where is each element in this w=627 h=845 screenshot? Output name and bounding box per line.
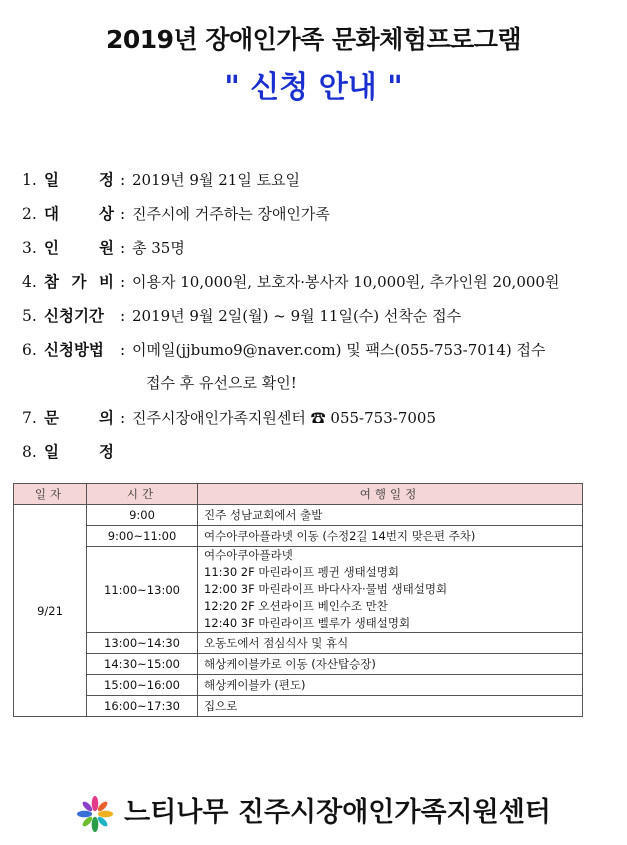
schedule-table — [13, 483, 583, 717]
info-label-char: 의 — [99, 409, 114, 427]
info-colon: : — [120, 205, 126, 223]
activity-line: 12:00 3F 마린라이프 바다사자·물범 생태설명회 — [204, 582, 448, 596]
schedule-time: 11:00~13:00 — [87, 547, 198, 633]
schedule-row — [14, 675, 583, 696]
schedule-time: 9:00 — [87, 505, 198, 526]
info-label-char: 일 — [44, 443, 59, 461]
schedule-time: 15:00~16:00 — [87, 675, 198, 696]
schedule-activity — [198, 547, 583, 633]
schedule-header-row — [14, 484, 583, 505]
info-number: 8. — [22, 443, 37, 461]
info-item — [22, 338, 622, 372]
schedule-activity — [198, 675, 583, 696]
info-label-char: 참 — [44, 273, 59, 291]
info-item — [22, 406, 622, 440]
schedule-date: 9/21 — [14, 505, 87, 717]
info-value: 2019년 9월 2일(월) ~ 9월 11일(수) 선착순 접수 — [132, 307, 462, 325]
activity-line: 해상케이블카 (편도) — [204, 678, 306, 692]
header-date: 일자 — [14, 484, 87, 505]
info-value: 이메일(jjbumo9@naver.com) 및 팩스(055-753-7014) 접수 — [132, 341, 546, 359]
info-colon: : — [120, 239, 126, 257]
schedule-row — [14, 505, 583, 526]
info-label — [44, 202, 114, 224]
leaf-logo-icon — [76, 795, 114, 833]
schedule-time: 16:00~17:30 — [87, 696, 198, 717]
page-subtitle: " 신청 안내 " — [224, 70, 403, 105]
info-label-char: 신청기간 — [44, 307, 104, 325]
info-item — [22, 440, 622, 474]
info-number: 4. — [22, 273, 37, 291]
activity-line: 여수아쿠아플라넷 이동 (수정2길 14번지 맞은편 주차) — [204, 529, 476, 543]
info-value: 이용자 10,000원, 보호자·봉사자 10,000원, 추가인원 20,000원 — [132, 273, 560, 291]
activity-line: 집으로 — [204, 699, 238, 713]
info-number: 1. — [22, 171, 37, 189]
info-item — [22, 304, 622, 338]
info-label — [44, 168, 114, 190]
info-list — [22, 168, 622, 474]
info-colon: : — [120, 307, 126, 325]
info-label-char: 인 — [44, 239, 59, 257]
footer-text: 느티나무 진주시장애인가족지원센터 — [124, 797, 551, 828]
info-label — [44, 304, 120, 326]
info-colon: : — [120, 273, 126, 291]
activity-line: 진주 성남교회에서 출발 — [204, 508, 323, 522]
info-label-char: 일 — [44, 171, 59, 189]
info-colon: : — [120, 341, 126, 359]
info-colon: : — [120, 171, 126, 189]
page-title: 2019년 장애인가족 문화체험프로그램 — [105, 25, 522, 54]
info-label-char: 상 — [99, 205, 114, 223]
info-value: 2019년 9월 21일 토요일 — [132, 171, 301, 189]
info-value: 총 35명 — [132, 239, 185, 257]
info-label-char: 비 — [99, 273, 114, 291]
info-colon: : — [120, 409, 126, 427]
activity-line: 12:40 3F 마린라이프 벨루가 생태설명회 — [204, 616, 411, 630]
schedule-activity — [198, 696, 583, 717]
schedule-row — [14, 526, 583, 547]
info-label-char: 대 — [44, 205, 59, 223]
schedule-time: 14:30~15:00 — [87, 654, 198, 675]
info-item — [22, 168, 622, 202]
info-number: 6. — [22, 341, 37, 359]
info-label — [44, 440, 114, 462]
info-continuation: 접수 후 유선으로 확인! — [146, 374, 297, 392]
info-label — [44, 338, 120, 360]
activity-line: 해상케이블카로 이동 (자산탑승장) — [204, 657, 376, 671]
activity-line: 여수아쿠아플라넷 — [204, 548, 293, 562]
info-number: 2. — [22, 205, 37, 223]
info-number: 7. — [22, 409, 37, 427]
info-label-char: 신청방법 — [44, 341, 104, 359]
info-number: 3. — [22, 239, 37, 257]
info-label-char: 문 — [44, 409, 59, 427]
schedule-time: 9:00~11:00 — [87, 526, 198, 547]
header-itinerary: 여행일정 — [198, 484, 583, 505]
info-label-char: 가 — [71, 273, 87, 291]
info-item — [22, 236, 622, 270]
info-label — [44, 406, 114, 428]
schedule-row — [14, 696, 583, 717]
info-value: 진주시에 거주하는 장애인가족 — [132, 205, 330, 223]
info-label — [44, 236, 114, 258]
info-value: 진주시장애인가족지원센터 ☎ 055-753-7005 — [132, 409, 436, 427]
info-label-char: 원 — [99, 239, 114, 257]
schedule-row — [14, 633, 583, 654]
info-item — [22, 270, 622, 304]
footer-org — [0, 790, 627, 833]
info-label-char: 정 — [99, 171, 114, 189]
activity-line: 오동도에서 점심식사 및 휴식 — [204, 636, 349, 650]
activity-line: 12:20 2F 오션라이프 베인수조 만찬 — [204, 599, 388, 613]
schedule-activity — [198, 505, 583, 526]
info-number: 5. — [22, 307, 37, 325]
schedule-activity — [198, 526, 583, 547]
info-label-char: 정 — [99, 443, 114, 461]
schedule-activity — [198, 633, 583, 654]
activity-line: 11:30 2F 마린라이프 펭귄 생태설명회 — [204, 565, 400, 579]
info-item — [22, 202, 622, 236]
schedule-row — [14, 547, 583, 633]
info-label — [44, 270, 114, 292]
schedule-row — [14, 654, 583, 675]
schedule-time: 13:00~14:30 — [87, 633, 198, 654]
schedule-activity — [198, 654, 583, 675]
header-time: 시간 — [87, 484, 198, 505]
